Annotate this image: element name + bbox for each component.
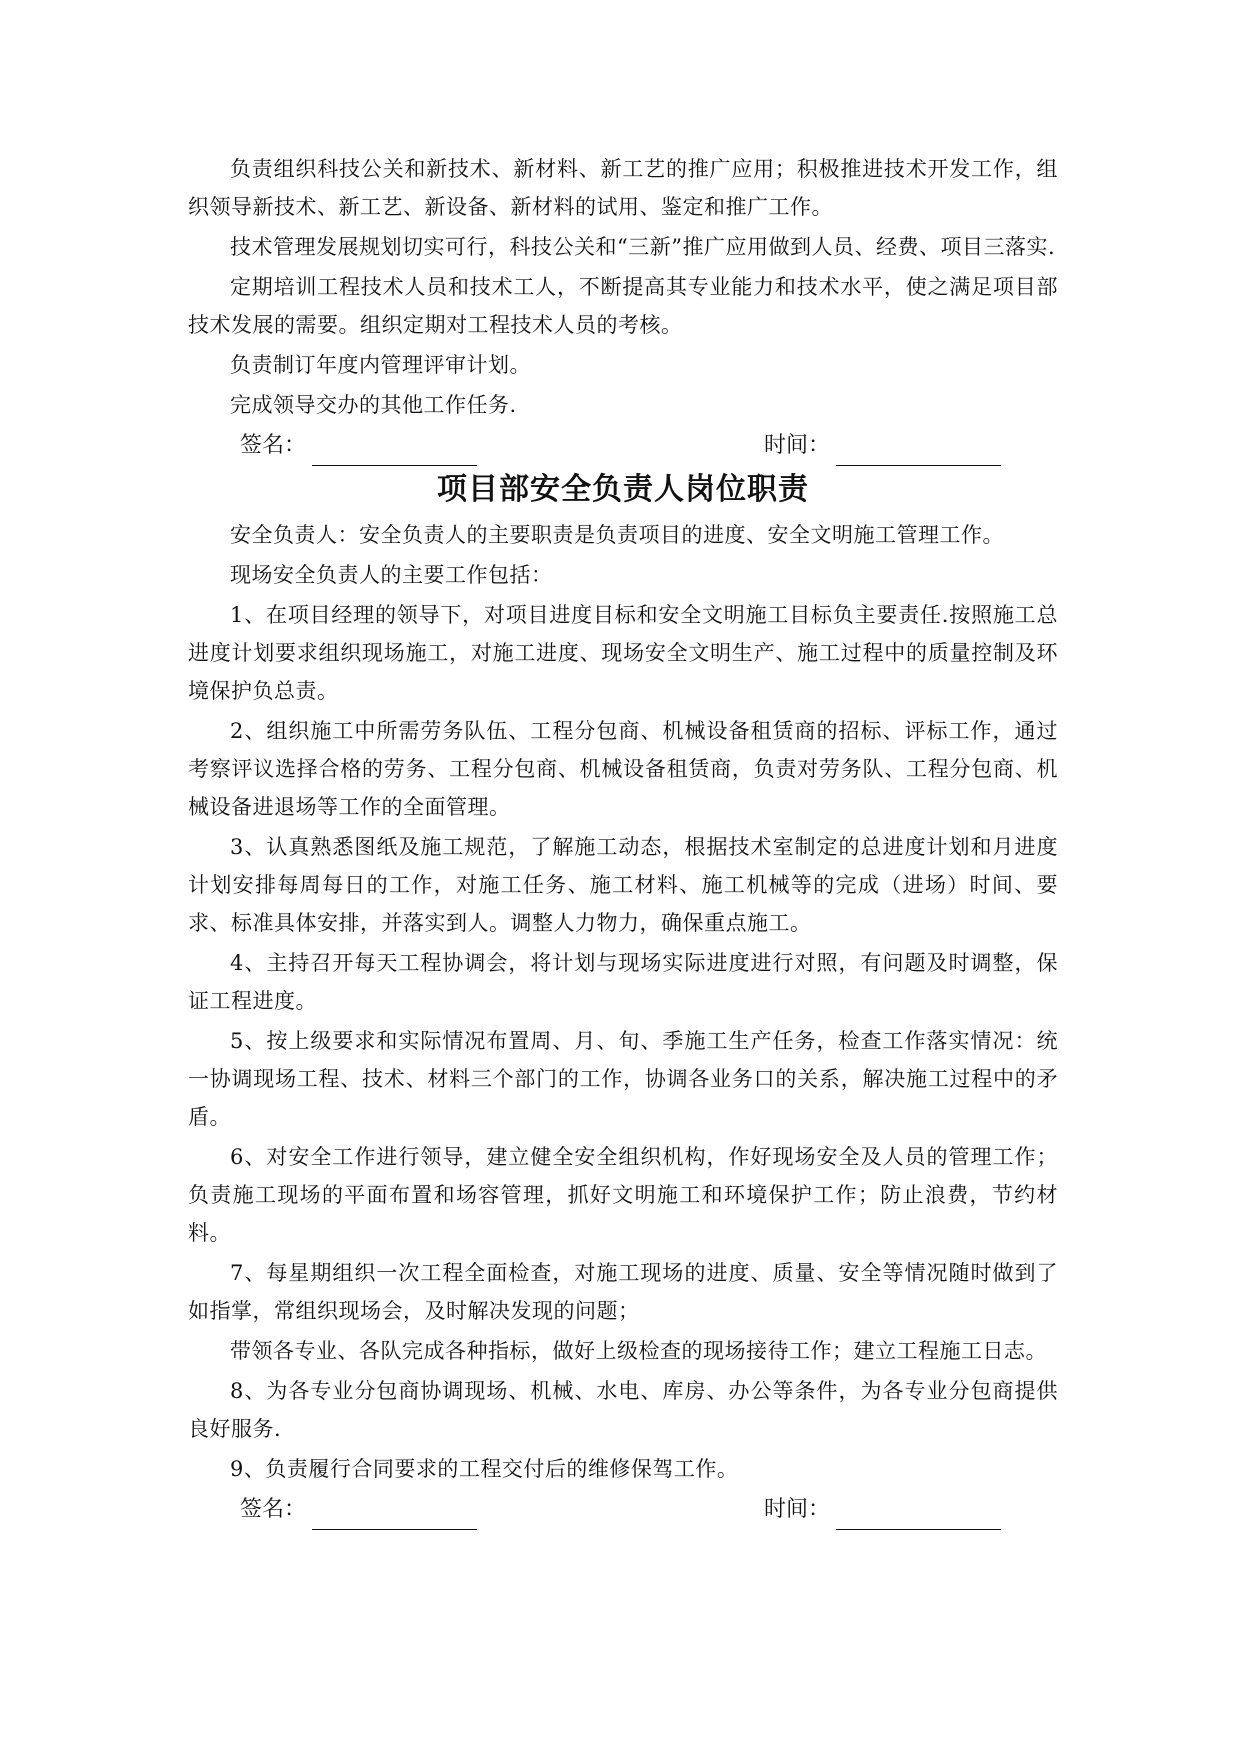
paragraph: 4、主持召开每天工程协调会，将计划与现场实际进度进行对照，有问题及时调整，保证工程进度。: [188, 951, 1058, 1013]
signature-label: 签名：: [240, 433, 307, 458]
paragraph: 安全负责人：安全负责人的主要职责是负责项目的进度、安全文明施工管理工作。: [230, 523, 1004, 547]
paragraph: 5、按上级要求和实际情况布置周、月、旬、季施工生产任务，检查工作落实情况：统一协调现场工程、技术、材料三个部门的工作，协调各业务口的关系，解决施工过程中的矛盾。: [188, 1029, 1058, 1129]
signature-field: [240, 426, 477, 466]
paragraph: 6、对安全工作进行领导，建立健全安全组织机构，作好现场安全及人员的管理工作；负责施工现场的平面布置和场容管理，抓好文明施工和环境保护工作；防止浪费，节约材料。: [188, 1145, 1058, 1245]
time-blank-line: [836, 437, 1001, 466]
signature-row: [188, 1490, 1058, 1530]
signature-field: [240, 1490, 477, 1530]
paragraph: 负责制订年度内管理评审计划。: [230, 353, 531, 377]
date-field: [764, 1490, 1001, 1530]
paragraph: 负责组织科技公关和新技术、新材料、新工艺的推广应用；积极推进技术开发工作，组织领导新技术、新工艺、新设备、新材料的试用、鉴定和推广工作。: [188, 157, 1058, 219]
date-field: [764, 426, 1001, 466]
paragraph: 8、为各专业分包商协调现场、机械、水电、库房、办公等条件，为各专业分包商提供良好服务.: [188, 1379, 1058, 1441]
signature-blank-line: [312, 437, 477, 466]
paragraph: 2、组织施工中所需劳务队伍、工程分包商、机械设备租赁商的招标、评标工作，通过考察评议选择合格的劳务、工程分包商、机械设备租赁商，负责对劳务队、工程分包商、机械设备进退场等工作的全面管理。: [188, 719, 1058, 819]
paragraph: 带领各专业、各队完成各种指标，做好上级检查的现场接待工作；建立工程施工日志。: [230, 1339, 1047, 1363]
paragraph: 现场安全负责人的主要工作包括：: [230, 563, 553, 587]
time-blank-line: [836, 1501, 1001, 1530]
paragraph: 3、认真熟悉图纸及施工规范，了解施工动态，根据技术室制定的总进度计划和月进度计划安排每周每日的工作，对施工任务、施工材料、施工机械等的完成（进场）时间、要求、标准具体安排，并落实到人。调整人力物力，确保重点施工。: [188, 835, 1058, 935]
paragraph: 9、负责履行合同要求的工程交付后的维修保驾工作。: [230, 1457, 739, 1481]
signature-blank-line: [312, 1501, 477, 1530]
paragraph: 1、在项目经理的领导下，对项目进度目标和安全文明施工目标负主要责任.按照施工总进度计划要求组织现场施工，对施工进度、现场安全文明生产、施工过程中的质量控制及环境保护负总责。: [188, 603, 1058, 703]
section-title: 项目部安全负责人岗位职责: [437, 472, 809, 507]
time-label: 时间：: [764, 1497, 831, 1522]
signature-label: 签名：: [240, 1497, 307, 1522]
signature-row: [188, 426, 1058, 466]
paragraph: 定期培训工程技术人员和技术工人，不断提高其专业能力和技术水平，使之满足项目部技术发展的需要。组织定期对工程技术人员的考核。: [188, 275, 1058, 337]
paragraph: 技术管理发展规划切实可行，科技公关和“三新”推广应用做到人员、经费、项目三落实.: [230, 235, 1056, 259]
paragraph: 完成领导交办的其他工作任务.: [230, 393, 517, 417]
document-page: [188, 150, 1058, 1530]
time-label: 时间：: [764, 433, 831, 458]
paragraph: 7、每星期组织一次工程全面检查，对施工现场的进度、质量、安全等情况随时做到了如指掌，常组织现场会，及时解决发现的问题；: [188, 1261, 1058, 1323]
